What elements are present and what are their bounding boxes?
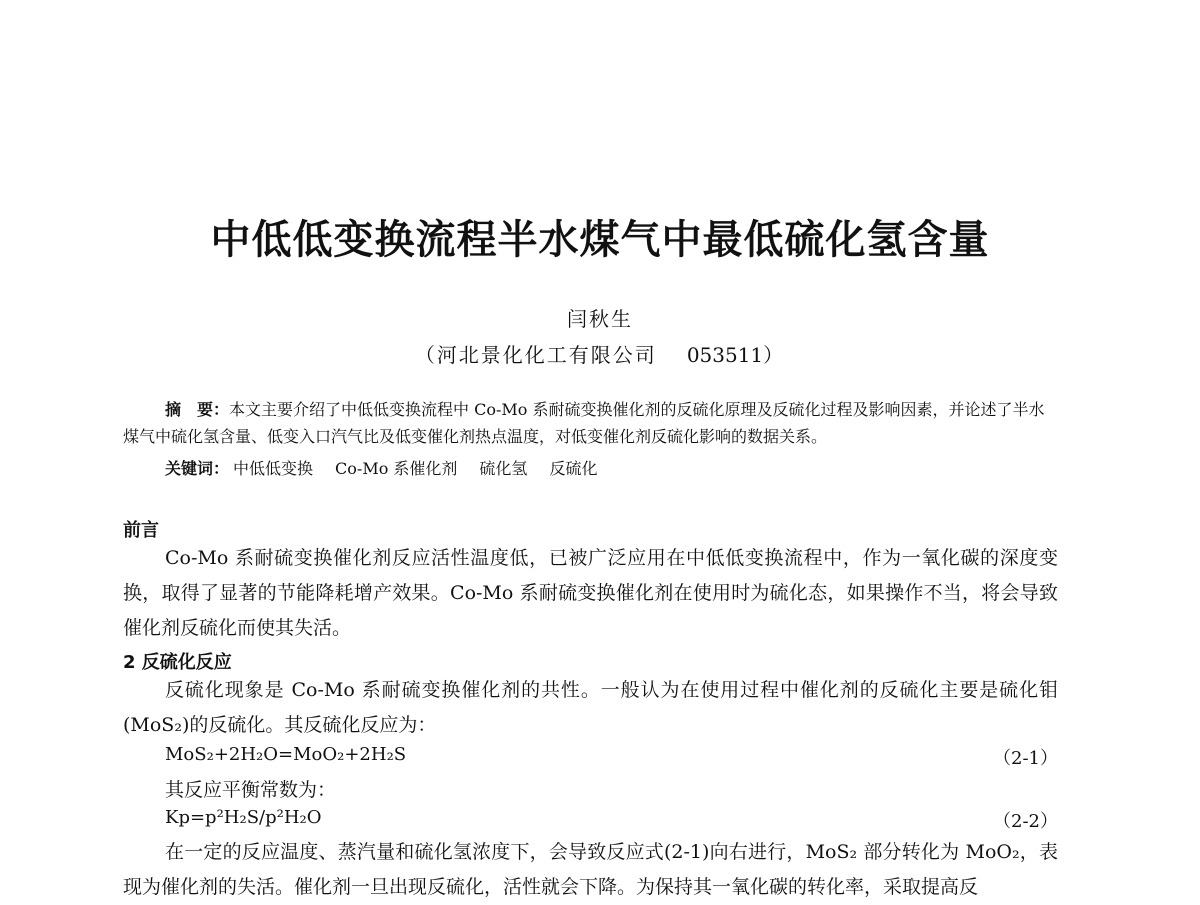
intro-paragraph: Co-Mo 系耐硫变换催化剂反应活性温度低，已被广泛应用在中低低变换流程中，作为一氧化碳的深度变换，取得了显著的节能降耗增产效果。Co-Mo 系耐硫变换催化剂在使用时为硫化态，如果操作不当，将会导致催化剂反硫化而使其失活。 (123, 547, 1058, 639)
abstract-label: 摘 要： (165, 400, 230, 419)
affiliation-open: （ (414, 343, 437, 367)
keywords-label: 关键词： (165, 459, 230, 478)
equation-formula: Kp=p²H₂S/p²H₂O (165, 807, 322, 828)
equation-formula: MoS₂+2H₂O=MoO₂+2H₂S (165, 744, 407, 765)
affiliation-org: 河北景化化工有限公司 (436, 343, 657, 367)
keyword-item: Co-Mo 系催化剂 (335, 459, 458, 478)
deactivation-paragraph: 在一定的反应温度、蒸汽量和硫化氢浓度下，会导致反应式(2-1)向右进行，MoS₂ 部分转化为 MoO₂，表现为催化剂的失活。催化剂一旦出现反硫化，活性就会下降。为保持其一氧化碳的转化率，采取提高反 (123, 841, 1058, 898)
equation-2-2 (165, 807, 1058, 833)
affiliation-close: ） (763, 343, 786, 367)
section-heading-reaction: 2 反硫化反应 (123, 652, 232, 673)
author-affiliation (0, 339, 1200, 368)
equation-2-1 (165, 744, 1058, 770)
equation-number: （2-2） (993, 811, 1058, 832)
keyword-item: 反硫化 (549, 459, 598, 478)
reaction-paragraph: 反硫化现象是 Co-Mo 系耐硫变换催化剂的共性。一般认为在使用过程中催化剂的反硫化主要是硫化钼(MoS₂)的反硫化。其反硫化反应为： (123, 679, 1058, 736)
equilibrium-caption: 其反应平衡常数为： (165, 779, 337, 801)
equation-number: （2-1） (993, 748, 1058, 769)
abstract-text: 本文主要介绍了中低低变换流程中 Co-Mo 系耐硫变换催化剂的反硫化原理及反硫化过程及影响因素，并论述了半水煤气中硫化氢含量、低变入口汽气比及低变催化剂热点温度，对低变催化剂反硫化影响的数据关系。 (123, 400, 1045, 446)
keyword-item: 中低低变换 (233, 459, 314, 478)
postal-code: 053511 (686, 343, 764, 367)
paper-title: 中低低变换流程半水煤气中最低硫化氢含量 (210, 217, 990, 263)
keywords (165, 456, 597, 479)
section-heading-intro: 前言 (123, 520, 159, 541)
keyword-item: 硫化氢 (479, 459, 528, 478)
abstract (123, 396, 1058, 450)
author-name: 闫秋生 (567, 307, 633, 331)
